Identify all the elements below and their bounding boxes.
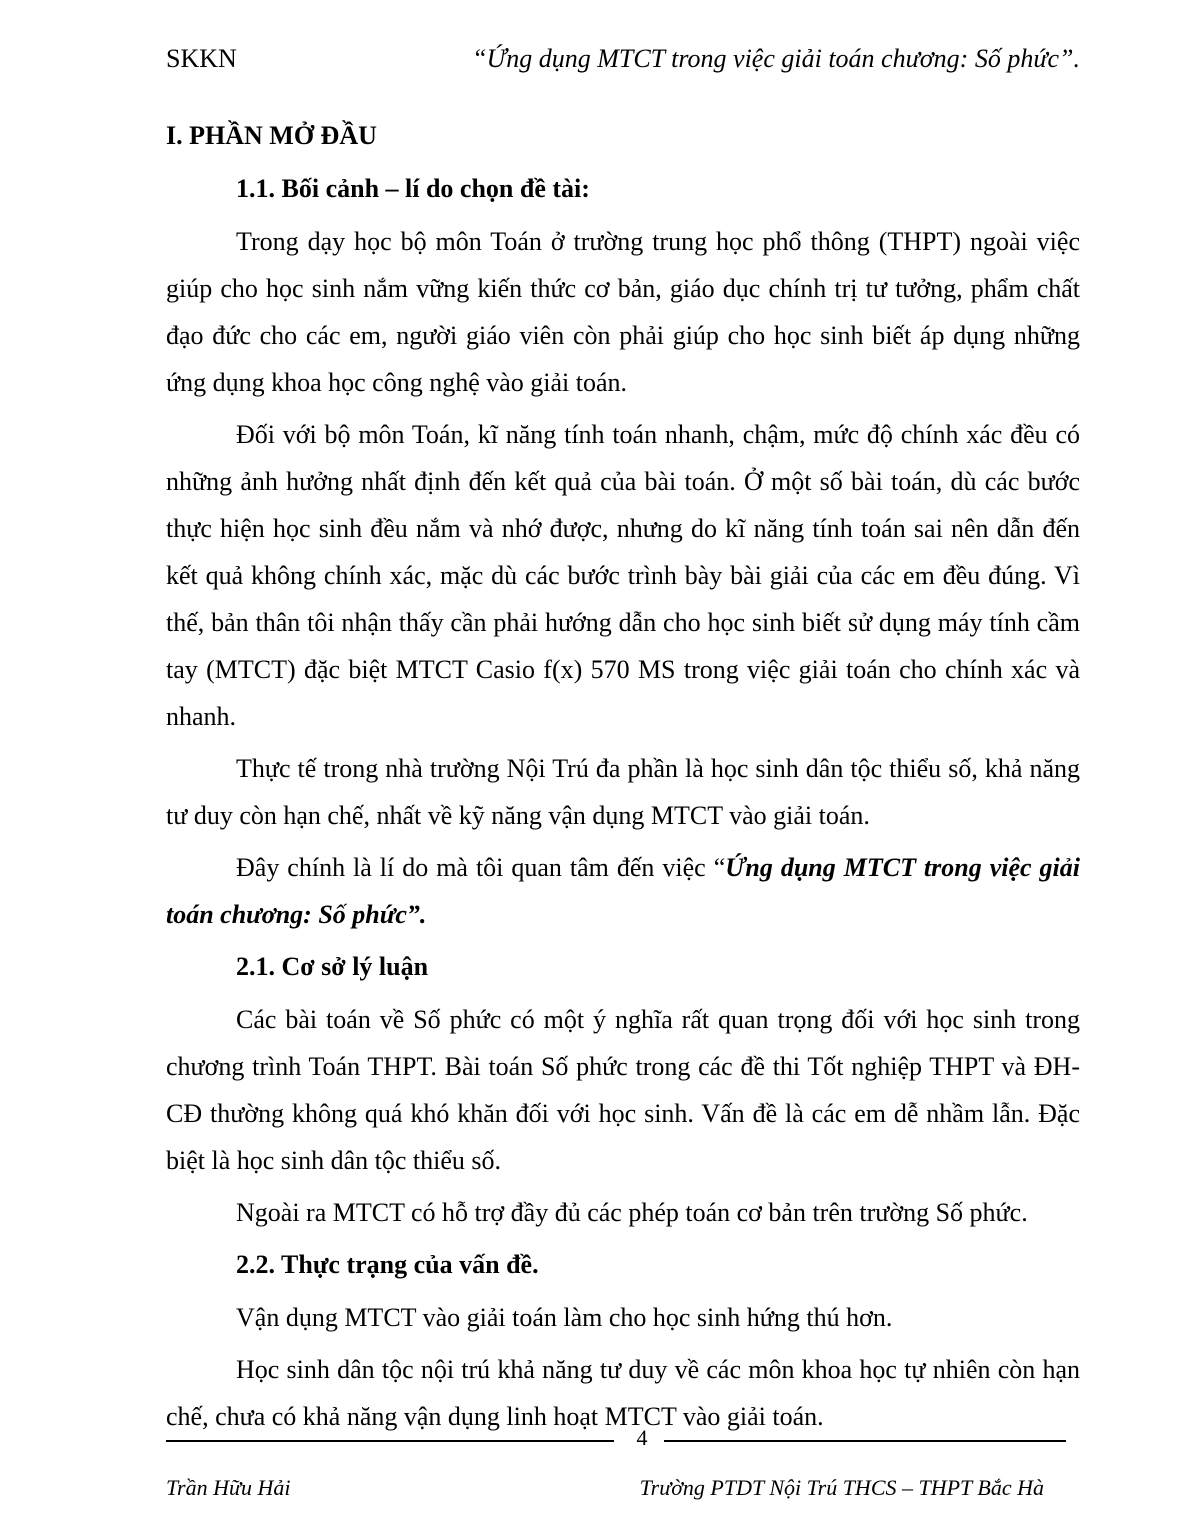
paragraph: Thực tế trong nhà trường Nội Trú đa phần là học sinh dân tộc thiểu số, khả năng tư duy còn hạn chế, nhất về kỹ năng vận dụng MTCT vào giải toán. (166, 754, 1080, 830)
footer-divider-right (664, 1440, 1066, 1442)
emphasized-topic: Ứng dụng MTCT trong việc giải toán chương: Số phức”. (166, 853, 1080, 929)
footer-school: Trường PTDT Nội Trú THCS – THPT Bắc Hà (639, 1475, 1044, 1500)
subsection-2-1-title: 2.1. Cơ sở lý luận (236, 952, 429, 981)
subsection-1-1-title: 1.1. Bối cảnh – lí do chọn đề tài: (236, 174, 590, 203)
footer-divider-left (166, 1440, 614, 1442)
subsection-2-2-title: 2.2. Thực trạng của vấn đề. (236, 1250, 539, 1279)
paragraph-text: Đây chính là lí do mà tôi quan tâm đến việc “ (236, 853, 726, 882)
section-title: I. PHẦN MỞ ĐẦU (166, 121, 377, 150)
paragraph: Học sinh dân tộc nội trú khả năng tư duy về các môn khoa học tự nhiên còn hạn chế, chưa có khả năng vận dụng linh hoạt MTCT vào giải toán. (166, 1355, 1080, 1431)
paragraph: Vận dụng MTCT vào giải toán làm cho học sinh hứng thú hơn. (236, 1303, 893, 1332)
paragraph: Các bài toán về Số phức có một ý nghĩa rất quan trọng đối với học sinh trong chương trình Toán THPT. Bài toán Số phức trong các đề thi Tốt nghiệp THPT và ĐH-CĐ thường không quá khó khăn đối với học sinh. Vấn đề là các em dễ nhầm lẫn. Đặc biệt là học sinh dân tộc thiểu số. (166, 1005, 1080, 1175)
document-body (166, 112, 1080, 1445)
paragraph-with-emphasis (166, 844, 1080, 938)
header-left: SKKN (166, 44, 237, 73)
footer-author: Trần Hữu Hải (166, 1475, 291, 1500)
paragraph: Đối với bộ môn Toán, kĩ năng tính toán nhanh, chậm, mức độ chính xác đều có những ảnh hưởng nhất định đến kết quả của bài toán. Ở một số bài toán, dù các bước thực hiện học sinh đều nắm và nhớ được, nhưng do kĩ năng tính toán sai nên dẫn đến kết quả không chính xác, mặc dù các bước trình bày bài giải của các em đều đúng. Vì thế, bản thân tôi nhận thấy cần phải hướng dẫn cho học sinh biết sử dụng máy tính cầm tay (MTCT) đặc biệt MTCT Casio f(x) 570 MS trong việc giải toán cho chính xác và nhanh. (166, 420, 1080, 731)
header-title: “Ứng dụng MTCT trong việc giải toán chương: Số phức”. (472, 44, 1080, 73)
paragraph: Trong dạy học bộ môn Toán ở trường trung học phổ thông (THPT) ngoài việc giúp cho học sinh nắm vững kiến thức cơ bản, giáo dục chính trị tư tưởng, phẩm chất đạo đức cho các em, người giáo viên còn phải giúp cho học sinh biết áp dụng những ứng dụng khoa học công nghệ vào giải toán. (166, 227, 1080, 397)
paragraph: Ngoài ra MTCT có hỗ trợ đầy đủ các phép toán cơ bản trên trường Số phức. (236, 1198, 1028, 1227)
page-number: 4 (636, 1425, 648, 1450)
